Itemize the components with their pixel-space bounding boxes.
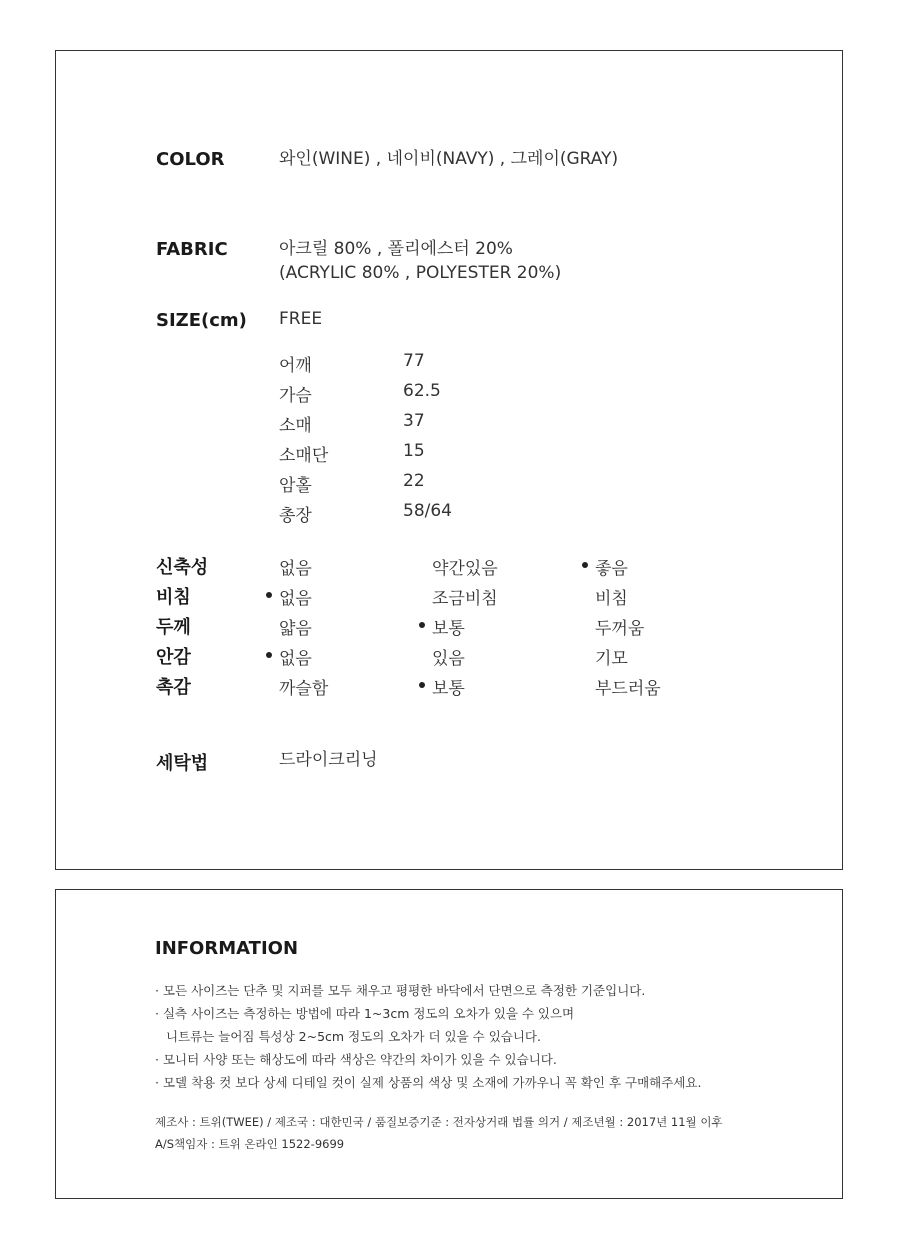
information-list (155, 979, 701, 1094)
measurement-value: 58/64 (403, 501, 452, 521)
color-value: 와인(WINE) , 네이비(NAVY) , 그레이(GRAY) (279, 149, 619, 169)
attribute-option: 약간있음 (432, 559, 498, 579)
attribute-label: 안감 (156, 647, 191, 668)
fabric-value-line1: 아크릴 80% , 폴리에스터 20% (279, 239, 513, 259)
selected-bullet-icon (266, 592, 272, 598)
measurement-value: 37 (403, 411, 425, 431)
attribute-option-selected: 없음 (279, 584, 312, 609)
measurement-name: 총장 (279, 506, 312, 526)
washing-label: 세탁법 (156, 753, 209, 774)
attribute-option: 두꺼움 (595, 619, 645, 639)
fabric-label: FABRIC (156, 239, 228, 260)
attribute-label: 촉감 (156, 677, 191, 698)
information-item: 니트류는 늘어짐 특성상 2~5cm 정도의 오차가 더 있을 수 있습니다. (166, 1029, 541, 1044)
attribute-label: 신축성 (156, 557, 209, 578)
attribute-label: 두께 (156, 617, 191, 638)
selected-bullet-icon (266, 652, 272, 658)
attribute-option: 있음 (432, 649, 465, 669)
selected-bullet-icon (582, 562, 588, 568)
attribute-option: 부드러움 (595, 679, 661, 699)
measurement-name: 소매단 (279, 446, 329, 466)
measurement-value: 62.5 (403, 381, 441, 401)
attribute-option: 비침 (595, 589, 628, 609)
attribute-option-selected: 보통 (432, 614, 465, 639)
information-panel (55, 889, 843, 1199)
washing-value: 드라이크리닝 (279, 750, 378, 770)
product-spec-panel (55, 50, 843, 870)
attribute-option: 얇음 (279, 619, 312, 639)
measurement-name: 가슴 (279, 386, 312, 406)
color-label: COLOR (156, 149, 225, 170)
measurement-value: 77 (403, 351, 425, 371)
size-label: SIZE(cm) (156, 310, 247, 331)
information-item: · 모든 사이즈는 단추 및 지퍼를 모두 채우고 평평한 바닥에서 단면으로 측정한 기준입니다. (155, 983, 646, 998)
measurement-value: 15 (403, 441, 425, 461)
information-item: · 모델 착용 컷 보다 상세 디테일 컷이 실제 상품의 색상 및 소재에 가까우니 꼭 확인 후 구매해주세요. (155, 1075, 702, 1090)
measurement-name: 암홀 (279, 476, 312, 496)
manufacturer-info: 제조사 : 트위(TWEE) / 제조국 : 대한민국 / 품질보증기준 : 전자상거래 법률 의거 / 제조년월 : 2017년 11월 이후 (155, 1115, 723, 1129)
measurement-name: 소매 (279, 416, 312, 436)
attribute-option: 조금비침 (432, 589, 498, 609)
size-value: FREE (279, 309, 323, 329)
selected-bullet-icon (419, 682, 425, 688)
measurement-name: 어깨 (279, 356, 312, 376)
attribute-option: 기모 (595, 649, 628, 669)
information-title: INFORMATION (155, 938, 299, 959)
information-item: · 실측 사이즈는 측정하는 방법에 따라 1~3cm 정도의 오차가 있을 수 있으며 (155, 1006, 575, 1021)
attribute-option-selected: 좋음 (595, 554, 628, 579)
measurement-value: 22 (403, 471, 425, 491)
information-item: · 모니터 사양 또는 해상도에 따라 색상은 약간의 차이가 있을 수 있습니다. (155, 1052, 557, 1067)
attribute-option-selected: 보통 (432, 674, 465, 699)
attribute-option: 까슬함 (279, 679, 329, 699)
attribute-label: 비침 (156, 587, 191, 608)
as-contact-info: A/S책임자 : 트위 온라인 1522-9699 (155, 1137, 345, 1151)
selected-bullet-icon (419, 622, 425, 628)
fabric-value-line2: (ACRYLIC 80% , POLYESTER 20%) (279, 263, 562, 283)
attribute-option: 없음 (279, 559, 312, 579)
attribute-option-selected: 없음 (279, 644, 312, 669)
